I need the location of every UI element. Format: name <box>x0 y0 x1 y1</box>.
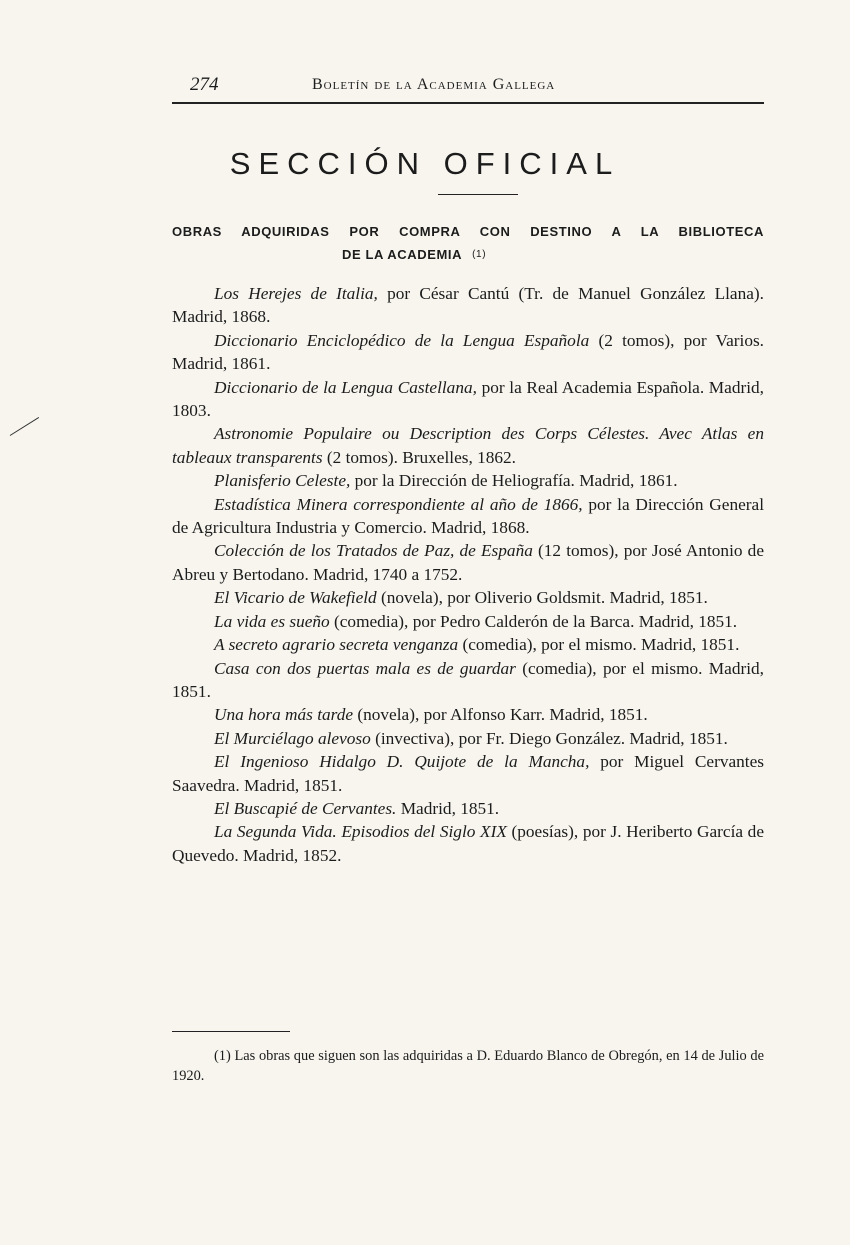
work-title: El Murciélago alevoso <box>214 728 371 748</box>
list-item <box>172 282 764 329</box>
list-item <box>172 376 764 423</box>
list-heading <box>172 220 764 266</box>
work-title: Diccionario Enciclopédico de la Lengua Española <box>214 330 590 350</box>
footnote-reference: (1) <box>472 249 487 260</box>
work-title: Colección de los Tratados de Paz, de España <box>214 541 533 561</box>
work-details: (poesías), por J. Heriberto García de Quevedo. Madrid, 1852. <box>172 822 764 865</box>
work-title: El Vicario de Wakefield <box>214 588 377 608</box>
list-item <box>172 820 764 867</box>
work-details: (novela), por Alfonso Karr. Madrid, 1851. <box>353 705 648 725</box>
work-title: Astronomie Populaire ou Description des Corps Célestes. Avec Atlas en tableaux transparents <box>172 424 764 467</box>
list-item <box>172 586 764 609</box>
margin-pen-mark <box>10 417 39 436</box>
list-item <box>172 797 764 820</box>
page-number: 274 <box>190 74 219 95</box>
work-title: Casa con dos puertas mala es de guardar <box>214 658 516 678</box>
running-title: Boletín de la Academia Gallega <box>312 76 556 93</box>
work-details: por la Real Academia Española. Madrid, 1803. <box>172 377 764 421</box>
work-title: Planisferio Celeste, <box>214 471 351 491</box>
list-item <box>172 469 764 492</box>
title-rule <box>438 194 518 195</box>
work-details: por la Dirección de Heliografía. Madrid, 1861. <box>350 471 678 491</box>
list-item <box>172 703 764 726</box>
acquisitions-list <box>172 282 764 867</box>
work-title: El Buscapié de Cervantes. <box>214 798 397 818</box>
work-details: por César Cantú (Tr. de Manuel González Llana). Madrid, 1868. <box>172 284 764 327</box>
work-title: La Segunda Vida. Episodios del Siglo XIX <box>214 822 507 842</box>
list-item <box>172 750 764 797</box>
work-details: (invectiva), por Fr. Diego González. Madrid, 1851. <box>370 728 728 748</box>
list-item <box>172 727 764 750</box>
list-heading-line-2 <box>172 243 764 266</box>
work-details: (2 tomos). Bruxelles, 1862. <box>322 447 516 467</box>
work-details: (12 tomos), por José Antonio de Abreu y Bertodano. Madrid, 1740 a 1752. <box>172 541 764 584</box>
work-title: La vida es sueño <box>214 611 330 631</box>
footnote-rule <box>172 1031 290 1032</box>
work-title: A secreto agrario secreta venganza <box>214 635 459 655</box>
work-details: por la Dirección General de Agricultura Industria y Comercio. Madrid, 1868. <box>172 494 764 538</box>
work-title: Una hora más tarde <box>214 705 354 725</box>
list-item <box>172 539 764 586</box>
list-item <box>172 657 764 704</box>
running-header <box>172 74 764 104</box>
work-details: por Miguel Cervantes Saavedra. Madrid, 1851. <box>172 752 764 795</box>
list-item <box>172 329 764 376</box>
list-item <box>172 633 764 656</box>
work-title: Estadística Minera correspondiente al año de 1866, <box>214 494 583 514</box>
work-details: Madrid, 1851. <box>396 798 500 818</box>
list-item <box>172 610 764 633</box>
work-title: El Ingenioso Hidalgo D. Quijote de la Mancha, <box>214 752 590 772</box>
work-details: (comedia), por Pedro Calderón de la Barca. Madrid, 1851. <box>329 611 738 631</box>
list-heading-line-1: OBRAS ADQUIRIDAS POR COMPRA CON DESTINO A LA BIBLIOTECA <box>172 224 764 239</box>
list-item <box>172 493 764 540</box>
work-title: Diccionario de la Lengua Castellana, <box>214 377 477 397</box>
section-title: SECCIÓN OFICIAL <box>229 146 621 181</box>
work-details: (comedia), por el mismo. Madrid, 1851. <box>172 658 765 701</box>
list-heading-line-2-text: DE LA ACADEMIA <box>342 247 463 262</box>
work-details: (comedia), por el mismo. Madrid, 1851. <box>458 635 740 655</box>
list-item <box>172 422 764 469</box>
work-details: (2 tomos), por Varios. Madrid, 1861. <box>172 330 765 374</box>
footnote: (1) Las obras que siguen son las adquiridas a D. Eduardo Blanco de Obregón, en 14 de Julio de 1920. <box>172 1048 764 1084</box>
work-details: (novela), por Oliverio Goldsmit. Madrid, 1851. <box>376 588 708 608</box>
work-title: Los Herejes de Italia, <box>214 284 378 303</box>
